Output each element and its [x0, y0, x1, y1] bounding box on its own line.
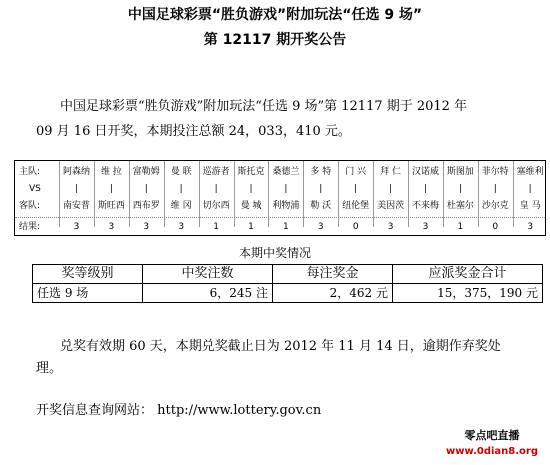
match-home-team: 汉诺威 — [411, 167, 439, 177]
match-result: 3 — [422, 222, 429, 232]
vs-label: VS — [29, 184, 41, 194]
prize-header-total: 应派奖金合计 — [393, 265, 543, 284]
match-home-team: 曼 联 — [170, 167, 192, 177]
prize-per-bet: 2，462 元 — [273, 284, 393, 303]
match-vs-mark: | — [144, 184, 148, 194]
prize-header-count: 中奖注数 — [143, 265, 273, 284]
prize-header-per-bet: 每注奖金 — [273, 265, 393, 284]
match-home-team: 门 兴 — [345, 167, 367, 177]
match-home-team: 桑德兰 — [272, 167, 300, 177]
match-home-team: 巡游者 — [202, 167, 230, 177]
match-away-team: 纽伦堡 — [342, 201, 370, 211]
validity-line-2: 理。 — [36, 361, 63, 376]
match-home-team: 富勒姆 — [132, 167, 160, 177]
prize-header-level: 奖等级别 — [33, 265, 143, 284]
match-vs-mark: | — [284, 184, 288, 194]
match-vs-mark: | — [249, 184, 253, 194]
brand-watermark — [446, 428, 538, 460]
match-result: 3 — [108, 222, 115, 232]
match-home-team: 塞维利 — [516, 167, 544, 177]
match-result: 1 — [213, 222, 219, 232]
match-result: 3 — [317, 222, 324, 232]
match-vs-mark: | — [319, 184, 323, 194]
match-vs-mark: | — [74, 184, 79, 194]
prize-caption: 本期中奖情况 — [238, 246, 311, 260]
match-result: 3 — [73, 222, 80, 232]
match-away-team: 勒 沃 — [310, 201, 332, 211]
match-result: 0 — [492, 222, 499, 232]
match-home-team: 斯托克 — [237, 167, 265, 177]
match-vs-mark: | — [423, 184, 428, 194]
match-result: 0 — [352, 222, 359, 232]
home-label: 主队: — [19, 167, 41, 177]
match-away-team: 南安普 — [62, 201, 90, 211]
match-home-team: 拜 仁 — [380, 167, 402, 177]
match-vs-mark: | — [493, 184, 497, 194]
match-home-team: 多 特 — [310, 167, 332, 177]
match-away-team: 皇 马 — [519, 201, 541, 211]
intro-line-1: 中国足球彩票“胜负游戏”附加玩法“任选 9 场”第 12117 期于 2012 年 — [60, 99, 468, 114]
match-away-team: 西布罗 — [132, 201, 160, 211]
match-home-team: 阿森纳 — [62, 167, 90, 177]
match-away-team: 切尔西 — [202, 201, 230, 211]
match-result: 3 — [387, 222, 394, 232]
match-away-team: 维 冈 — [170, 201, 192, 211]
match-away-team: 不来梅 — [411, 201, 439, 211]
prize-row — [33, 284, 543, 303]
match-result: 3 — [143, 222, 150, 232]
match-vs-mark: | — [179, 184, 183, 194]
match-vs-mark: | — [389, 184, 393, 194]
match-vs-mark: | — [354, 184, 358, 194]
match-vs-mark: | — [109, 184, 113, 194]
match-result: 3 — [178, 222, 185, 232]
match-vs-mark: | — [458, 184, 462, 194]
prize-table — [32, 264, 543, 303]
match-table — [14, 160, 546, 236]
match-vs-mark: | — [528, 184, 532, 194]
page-title: 中国足球彩票“胜负游戏”附加玩法“任选 9 场” — [127, 7, 423, 23]
match-home-team: 菲尔特 — [481, 167, 509, 177]
match-result: 1 — [248, 222, 254, 232]
match-away-team: 利物浦 — [272, 201, 300, 211]
prize-header-row — [33, 265, 543, 284]
match-home-team: 斯图加 — [446, 167, 474, 177]
match-away-team: 美因茨 — [377, 201, 405, 211]
match-result: 1 — [283, 222, 289, 232]
validity-line-1: 兑奖有效期 60 天，本期兑奖截止日为 2012 年 11 月 14 日，逾期作弃奖处 — [60, 339, 501, 354]
page-subtitle: 第 12117 期开奖公告 — [203, 32, 347, 48]
brand-name: 零点吧直播 — [464, 429, 520, 442]
away-label: 客队: — [19, 201, 41, 211]
match-home-team: 维 拉 — [100, 167, 122, 177]
result-label: 结果: — [19, 222, 41, 232]
prize-total: 15，375，190 元 — [393, 284, 543, 303]
match-result: 3 — [527, 222, 534, 232]
match-away-team: 沙尔克 — [481, 201, 509, 211]
match-result: 1 — [457, 222, 464, 232]
prize-count: 6，245 注 — [143, 284, 273, 303]
match-away-team: 杜塞尔 — [446, 201, 474, 211]
brand-url: www.0dian8.org — [446, 446, 539, 457]
website-info[interactable]: 开奖信息查询网站： http://www.lottery.gov.cn — [36, 403, 322, 418]
prize-level: 任选 9 场 — [33, 284, 143, 303]
match-away-team: 曼 城 — [240, 201, 262, 211]
intro-line-2: 09 月 16 日开奖，本期投注总额 24，033，410 元。 — [36, 124, 351, 139]
match-away-team: 斯旺西 — [97, 201, 125, 211]
match-vs-mark: | — [214, 184, 218, 194]
